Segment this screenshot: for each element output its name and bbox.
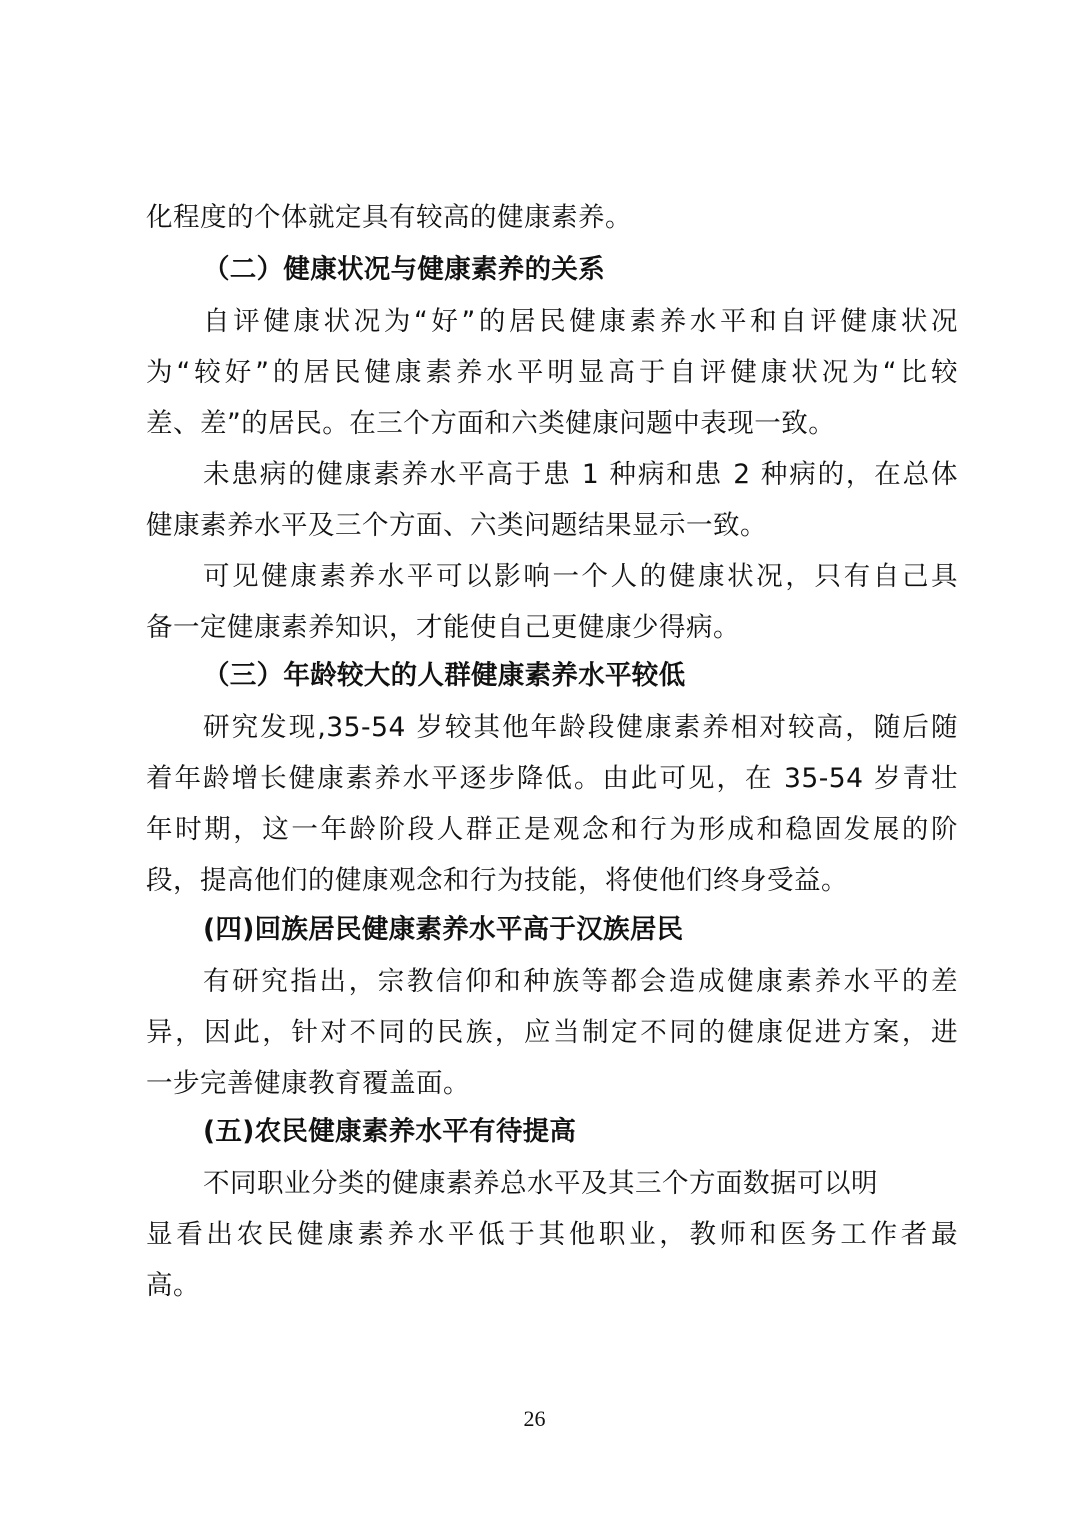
paragraph-line: 有研究指出，宗教信仰和种族等都会造成健康素养水平的差: [203, 966, 958, 997]
paragraph-line: 化程度的个体就定具有较高的健康素养。: [146, 202, 632, 233]
page-number: 26: [523, 1406, 546, 1431]
paragraph-line: 可见健康素养水平可以影响一个人的健康状况，只有自己具: [203, 561, 958, 592]
paragraph-line: 备一定健康素养知识，才能使自己更健康少得病。: [146, 612, 740, 643]
paragraph-line: 异，因此，针对不同的民族，应当制定不同的健康促进方案，进: [146, 1017, 958, 1048]
section-heading-2: （二）健康状况与健康素养的关系: [203, 254, 605, 285]
section-heading-3: （三）年龄较大的人群健康素养水平较低: [203, 660, 686, 691]
section-heading-5: (五)农民健康素养水平有待提高: [203, 1116, 577, 1147]
paragraph-line: 健康素养水平及三个方面、六类问题结果显示一致。: [146, 510, 767, 541]
paragraph-line: 着年龄增长健康素养水平逐步降低。由此可见，在 35-54 岁青壮: [146, 763, 958, 794]
paragraph-line: 为“较好”的居民健康素养水平明显高于自评健康状况为“比较: [146, 357, 958, 388]
paragraph-line: 差、差”的居民。在三个方面和六类健康问题中表现一致。: [146, 408, 836, 439]
paragraph-line: 显看出农民健康素养水平低于其他职业，教师和医务工作者最: [146, 1219, 958, 1250]
paragraph-line: 未患病的健康素养水平高于患 1 种病和患 2 种病的，在总体: [203, 459, 958, 490]
paragraph-line: 段，提高他们的健康观念和行为技能，将使他们终身受益。: [146, 865, 848, 896]
paragraph-line: 年时期，这一年龄阶段人群正是观念和行为形成和稳固发展的阶: [146, 814, 958, 845]
paragraph-line: 不同职业分类的健康素养总水平及其三个方面数据可以明: [203, 1168, 878, 1199]
paragraph-line: 研究发现,35-54 岁较其他年龄段健康素养相对较高，随后随: [203, 712, 958, 743]
section-heading-4: (四)回族居民健康素养水平高于汉族居民: [203, 914, 684, 945]
paragraph-line: 一步完善健康教育覆盖面。: [146, 1068, 470, 1099]
paragraph-line: 自评健康状况为“好”的居民健康素养水平和自评健康状况: [203, 306, 958, 337]
paragraph-line: 高。: [146, 1270, 200, 1301]
